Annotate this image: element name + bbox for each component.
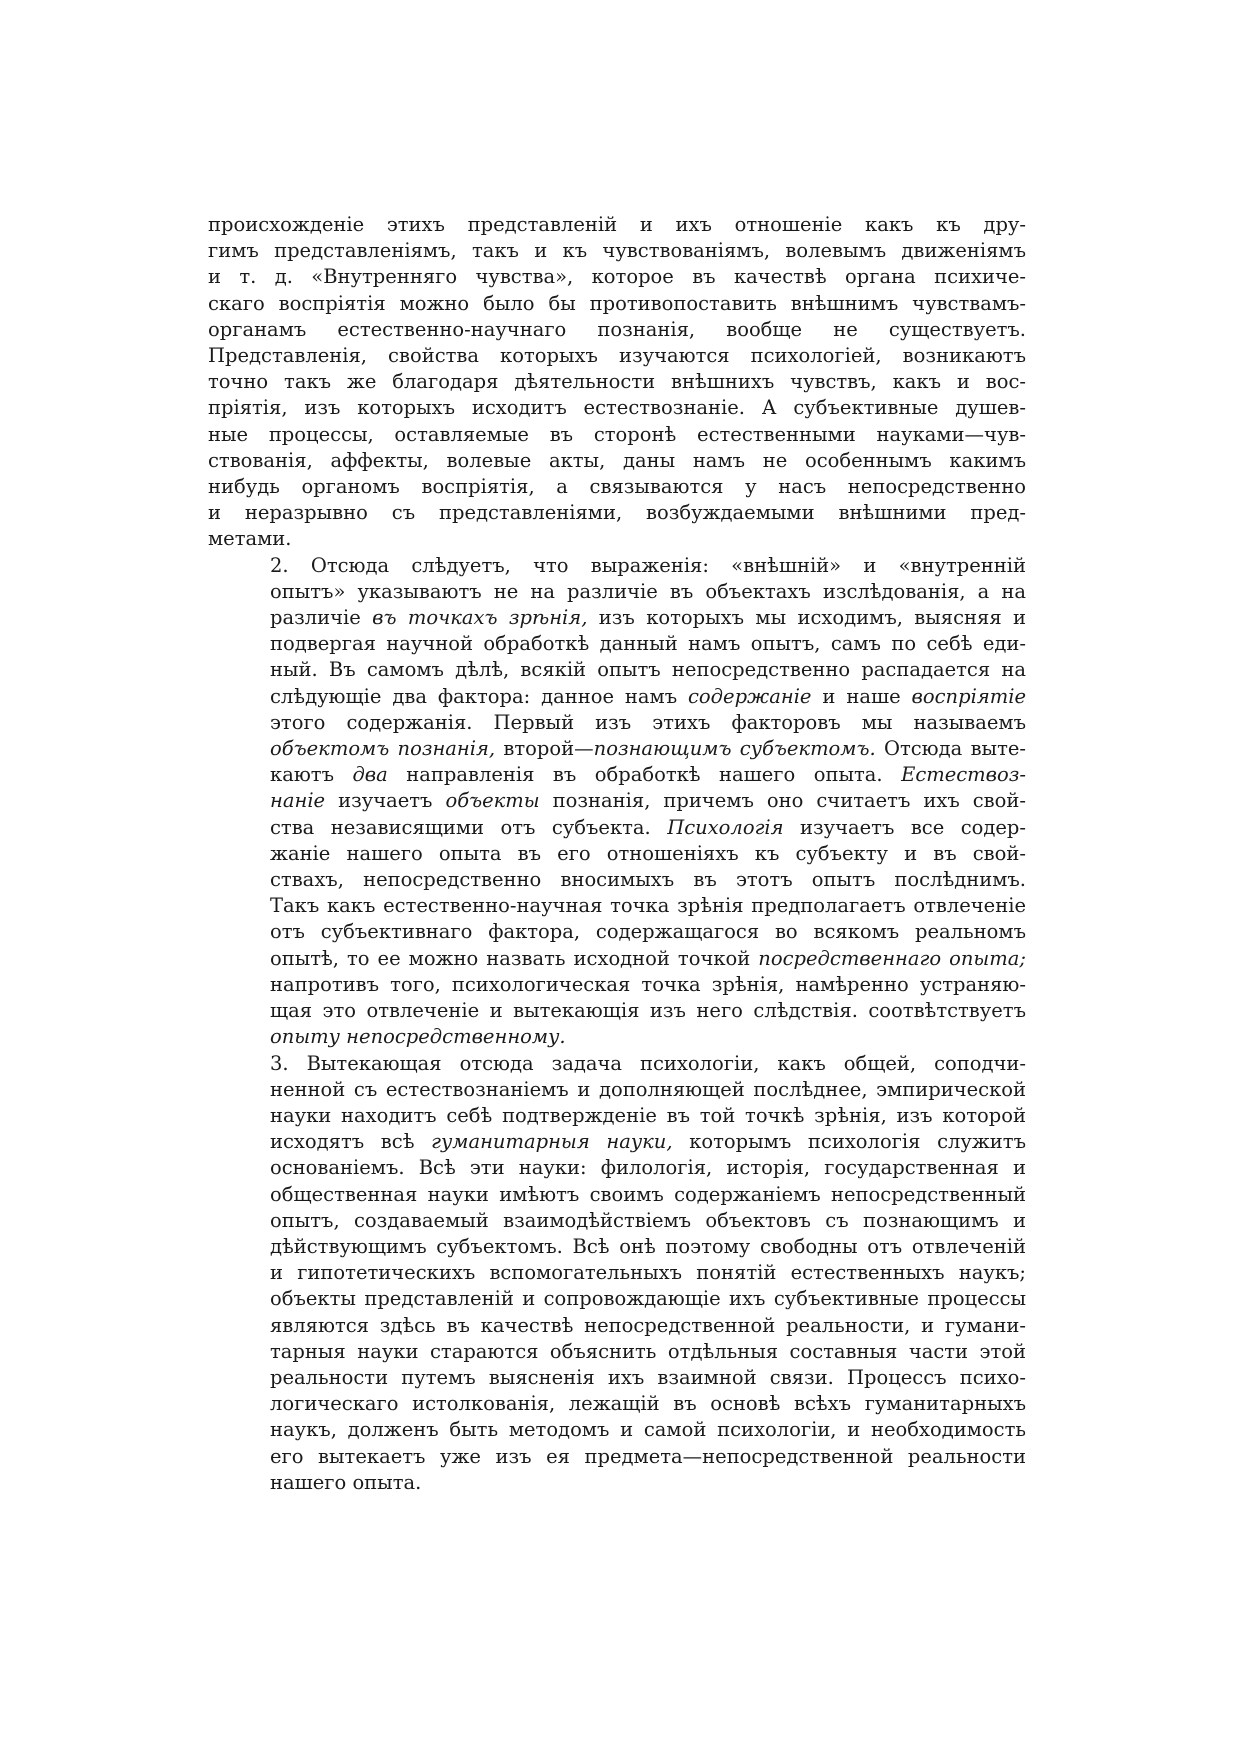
text-segment: ные процессы, оставляемые въ сторонѣ естественными науками—чув- bbox=[208, 422, 1026, 446]
text-segment: наукъ, долженъ быть методомъ и самой психологіи, и необходимость bbox=[270, 1418, 1026, 1442]
italic-text: познающимъ субъектомъ. bbox=[593, 737, 876, 761]
text-segment: слѣдующіе два фактора: данное намъ bbox=[270, 684, 689, 708]
text-line bbox=[208, 841, 1026, 867]
text-segment: ствахъ, непосредственно вносимыхъ въ этотъ опытъ послѣднимъ. bbox=[270, 868, 1026, 892]
text-line bbox=[208, 893, 1026, 919]
italic-text: опыту непосредственному. bbox=[270, 1025, 566, 1049]
text-segment: ствованія, аффекты, волевые акты, даны намъ не особеннымъ какимъ bbox=[208, 448, 1026, 472]
text-line bbox=[208, 422, 1026, 448]
text-line bbox=[208, 1077, 1026, 1103]
text-line bbox=[208, 1339, 1026, 1365]
text-line bbox=[208, 1234, 1026, 1260]
text-segment: происхожденіе этихъ представленій и ихъ отношеніе какъ къ дру- bbox=[208, 213, 1026, 236]
italic-text: посредственнаго опыта; bbox=[758, 946, 1026, 970]
text-line bbox=[208, 815, 1026, 841]
text-segment: реальности путемъ выясненія ихъ взаимной связи. Процессъ психо- bbox=[270, 1365, 1026, 1389]
text-line bbox=[208, 972, 1026, 998]
paragraph-p-3 bbox=[208, 1051, 1026, 1496]
text-segment: ства независящими отъ субъекта. bbox=[270, 815, 668, 839]
text-segment: каютъ bbox=[270, 763, 353, 787]
text-segment: исходятъ всѣ bbox=[270, 1130, 432, 1154]
text-segment: опытъ» указываютъ не на различіе въ объектахъ изслѣдованія, а на bbox=[270, 579, 1026, 603]
text-line bbox=[208, 369, 1026, 395]
text-segment: этого содержанія. Первый изъ этихъ факторовъ мы называемъ bbox=[270, 710, 1026, 734]
text-segment: Представленія, свойства которыхъ изучаются психологіей, возникаютъ bbox=[208, 344, 1026, 368]
text-line bbox=[208, 631, 1026, 657]
text-line bbox=[208, 579, 1026, 605]
text-line bbox=[208, 605, 1026, 631]
text-line bbox=[208, 448, 1026, 474]
text-line bbox=[208, 343, 1026, 369]
italic-text: воспріятіе bbox=[911, 684, 1026, 708]
text-line bbox=[208, 317, 1026, 343]
text-segment: жаніе нашего опыта въ его отношеніяхъ къ субъекту и въ свой- bbox=[270, 841, 1026, 865]
text-line bbox=[208, 1208, 1026, 1234]
italic-text: въ точкахъ зрѣнія, bbox=[372, 606, 588, 630]
text-segment: направленія въ обработкѣ нашего опыта. bbox=[387, 763, 902, 787]
text-line bbox=[208, 395, 1026, 421]
text-segment: 3. Вытекающая отсюда задача психологіи, какъ общей, соподчи- bbox=[270, 1051, 1026, 1075]
text-segment: скаго воспріятія можно было бы противопоставить внѣшнимъ чувствамъ- bbox=[208, 291, 1026, 315]
text-line bbox=[208, 500, 1026, 526]
text-segment: опытъ, создаваемый взаимодѣйствіемъ объектовъ съ познающимъ и bbox=[270, 1208, 1026, 1232]
italic-text: Естествоз- bbox=[901, 763, 1026, 787]
text-segment: 2. Отсюда слѣдуетъ, что выраженія: «внѣшній» и «внутренній bbox=[270, 553, 1026, 577]
text-segment: отъ субъективнаго фактора, содержащагося во всякомъ реальномъ bbox=[270, 920, 1026, 944]
text-line bbox=[208, 1182, 1026, 1208]
text-segment: являются здѣсь въ качествѣ непосредственной реальности, и гумани- bbox=[270, 1313, 1026, 1337]
text-line bbox=[208, 710, 1026, 736]
text-line bbox=[208, 736, 1026, 762]
text-segment: его вытекаетъ уже изъ ея предмета—непосредственной реальности bbox=[270, 1444, 1026, 1468]
text-segment: и гипотетическихъ вспомогательныхъ понятій естественныхъ наукъ; bbox=[270, 1261, 1026, 1285]
text-line bbox=[208, 474, 1026, 500]
text-segment: тарныя науки стараются объяснить отдѣльныя составныя части этой bbox=[270, 1339, 1026, 1363]
text-line bbox=[208, 1129, 1026, 1155]
body-text bbox=[208, 212, 1026, 1496]
text-segment: подвергая научной обработкѣ данный намъ опытъ, самъ по себѣ еди- bbox=[270, 632, 1026, 656]
text-line bbox=[208, 919, 1026, 945]
text-line bbox=[208, 1286, 1026, 1312]
text-segment: Отсюда выте- bbox=[875, 737, 1026, 761]
italic-text: два bbox=[352, 763, 388, 787]
text-segment: метами. bbox=[208, 527, 292, 551]
text-line bbox=[208, 1365, 1026, 1391]
text-segment: нашего опыта. bbox=[270, 1470, 422, 1494]
text-segment: изучаетъ все содер- bbox=[783, 815, 1026, 839]
text-segment: второй— bbox=[495, 737, 594, 761]
text-segment: науки находитъ себѣ подтвержденіе въ той точкѣ зрѣнія, изъ которой bbox=[270, 1103, 1026, 1127]
text-segment: и наше bbox=[811, 684, 912, 708]
text-segment: точно такъ же благодаря дѣятельности внѣшнихъ чувствъ, какъ и вос- bbox=[208, 370, 1026, 394]
text-segment: Такъ какъ естественно-научная точка зрѣнія предполагаетъ отвлеченіе bbox=[270, 894, 1026, 918]
text-segment: которымъ психологія служитъ bbox=[672, 1130, 1026, 1154]
italic-text: Психологія bbox=[667, 815, 784, 839]
text-segment: объекты представленій и сопровождающіе ихъ субъективные процессы bbox=[270, 1287, 1026, 1311]
text-segment: дѣйствующимъ субъектомъ. Всѣ онѣ поэтому свободны отъ отвлеченій bbox=[270, 1234, 1026, 1258]
text-segment: ненной съ естествознаніемъ и дополняющей послѣднее, эмпирической bbox=[270, 1077, 1026, 1101]
text-line bbox=[208, 1260, 1026, 1286]
text-segment: опытѣ, то ее можно назвать исходной точкой bbox=[270, 946, 759, 970]
text-line bbox=[208, 762, 1026, 788]
text-segment: нибудь органомъ воспріятія, а связываются у насъ непосредственно bbox=[208, 475, 1026, 499]
text-segment: и неразрывно съ представленіями, возбуждаемыми внѣшними пред- bbox=[208, 501, 1026, 525]
italic-text: объектомъ познанія, bbox=[270, 737, 496, 761]
text-segment: органамъ естественно-научнаго познанія, вообще не существуетъ. bbox=[208, 317, 1026, 341]
text-segment: ный. Въ самомъ дѣлѣ, всякій опытъ непосредственно распадается на bbox=[270, 658, 1026, 682]
italic-text: наніе bbox=[270, 789, 326, 813]
text-line bbox=[208, 1313, 1026, 1339]
text-line bbox=[208, 1103, 1026, 1129]
paragraph-p-2 bbox=[208, 553, 1026, 1051]
text-segment: изучаетъ bbox=[325, 789, 446, 813]
text-segment: основаніемъ. Всѣ эти науки: филологія, исторія, государственная и bbox=[270, 1156, 1026, 1180]
text-line bbox=[208, 946, 1026, 972]
text-line bbox=[208, 212, 1026, 238]
italic-text: гуманитарныя науки, bbox=[431, 1130, 673, 1154]
text-line bbox=[208, 867, 1026, 893]
text-segment: пріятія, изъ которыхъ исходитъ естествознаніе. А субъективные душев- bbox=[208, 396, 1026, 420]
text-segment: различіе bbox=[270, 606, 373, 630]
text-segment: напротивъ того, психологическая точка зрѣнія, намѣренно устраняю- bbox=[270, 972, 1026, 996]
text-segment: познанія, причемъ оно считаетъ ихъ свой- bbox=[539, 789, 1026, 813]
italic-text: объекты bbox=[445, 789, 540, 813]
text-line bbox=[208, 1155, 1026, 1181]
text-line bbox=[208, 1051, 1026, 1077]
text-line bbox=[208, 788, 1026, 814]
text-line bbox=[208, 1417, 1026, 1443]
text-line bbox=[208, 1391, 1026, 1417]
text-line bbox=[208, 553, 1026, 579]
text-segment: гимъ представленіямъ, такъ и къ чувствованіямъ, волевымъ движеніямъ bbox=[208, 239, 1026, 263]
text-line bbox=[208, 1024, 1026, 1050]
text-segment: щая это отвлеченіе и вытекающія изъ него слѣдствія. соотвѣтствуетъ bbox=[270, 999, 1026, 1023]
text-line bbox=[208, 264, 1026, 290]
text-line bbox=[208, 291, 1026, 317]
italic-text: содержаніе bbox=[688, 684, 812, 708]
text-line bbox=[208, 1470, 1026, 1496]
text-segment: логическаго истолкованія, лежащій въ основѣ всѣхъ гуманитарныхъ bbox=[270, 1392, 1026, 1416]
text-segment: изъ которыхъ мы исходимъ, выясняя и bbox=[587, 606, 1026, 630]
text-line bbox=[208, 684, 1026, 710]
paragraph-p-intro bbox=[208, 212, 1026, 553]
text-line bbox=[208, 998, 1026, 1024]
text-line bbox=[208, 657, 1026, 683]
text-line bbox=[208, 1444, 1026, 1470]
text-segment: общественная науки имѣютъ своимъ содержаніемъ непосредственный bbox=[270, 1182, 1026, 1206]
text-segment: и т. д. «Внутренняго чувства», которое въ качествѣ органа психиче- bbox=[208, 265, 1026, 289]
text-line bbox=[208, 238, 1026, 264]
text-line bbox=[208, 526, 1026, 552]
